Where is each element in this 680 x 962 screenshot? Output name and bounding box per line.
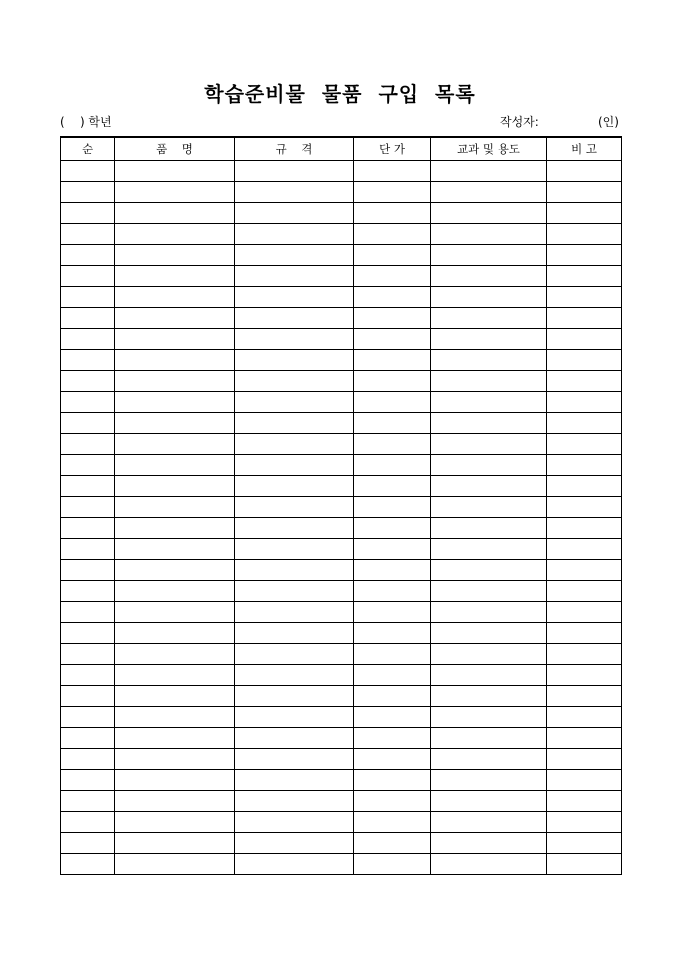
spec-cell[interactable]: [235, 329, 354, 350]
subject-usage-cell[interactable]: [431, 539, 547, 560]
table-row: [61, 308, 622, 329]
unit-price-cell[interactable]: [354, 371, 431, 392]
subject-usage-cell[interactable]: [431, 707, 547, 728]
item-name-cell[interactable]: [115, 833, 235, 854]
number-cell[interactable]: [61, 770, 115, 791]
number-cell[interactable]: [61, 392, 115, 413]
unit-price-cell[interactable]: [354, 539, 431, 560]
subject-usage-cell[interactable]: [431, 749, 547, 770]
subject-usage-cell[interactable]: [431, 791, 547, 812]
subject-usage-cell[interactable]: [431, 602, 547, 623]
table-row: [61, 203, 622, 224]
subject-usage-cell[interactable]: [431, 581, 547, 602]
number-cell[interactable]: [61, 434, 115, 455]
remarks-cell[interactable]: [547, 203, 622, 224]
author-label: 작성자:: [500, 115, 539, 129]
number-cell[interactable]: [61, 854, 115, 875]
spec-cell[interactable]: [235, 539, 354, 560]
remarks-cell[interactable]: [547, 161, 622, 182]
column-header-item-name: 품 명: [115, 137, 235, 161]
number-cell[interactable]: [61, 329, 115, 350]
number-cell[interactable]: [61, 203, 115, 224]
subject-usage-cell[interactable]: [431, 665, 547, 686]
unit-price-cell[interactable]: [354, 476, 431, 497]
spec-cell[interactable]: [235, 707, 354, 728]
remarks-cell[interactable]: [547, 644, 622, 665]
remarks-cell[interactable]: [547, 371, 622, 392]
table-row: [61, 812, 622, 833]
item-name-cell[interactable]: [115, 623, 235, 644]
number-cell[interactable]: [61, 791, 115, 812]
spec-cell[interactable]: [235, 749, 354, 770]
subject-usage-cell[interactable]: [431, 434, 547, 455]
grade-label: ( ) 학년: [60, 115, 112, 129]
remarks-cell[interactable]: [547, 686, 622, 707]
number-cell[interactable]: [61, 560, 115, 581]
spec-cell[interactable]: [235, 287, 354, 308]
unit-price-cell[interactable]: [354, 791, 431, 812]
table-row: [61, 455, 622, 476]
item-name-cell[interactable]: [115, 749, 235, 770]
spec-cell[interactable]: [235, 434, 354, 455]
subject-usage-cell[interactable]: [431, 161, 547, 182]
table-row: [61, 623, 622, 644]
remarks-cell[interactable]: [547, 476, 622, 497]
number-cell[interactable]: [61, 245, 115, 266]
table-row: [61, 287, 622, 308]
item-name-cell[interactable]: [115, 287, 235, 308]
item-name-cell[interactable]: [115, 497, 235, 518]
unit-price-cell[interactable]: [354, 644, 431, 665]
item-name-cell[interactable]: [115, 308, 235, 329]
item-name-cell[interactable]: [115, 329, 235, 350]
item-name-cell[interactable]: [115, 161, 235, 182]
number-cell[interactable]: [61, 686, 115, 707]
table-row: [61, 476, 622, 497]
item-name-cell[interactable]: [115, 518, 235, 539]
spec-cell[interactable]: [235, 455, 354, 476]
table-row: [61, 329, 622, 350]
table-row: [61, 686, 622, 707]
item-name-cell[interactable]: [115, 266, 235, 287]
item-name-cell[interactable]: [115, 434, 235, 455]
item-name-cell[interactable]: [115, 203, 235, 224]
table-row: [61, 350, 622, 371]
spec-cell[interactable]: [235, 371, 354, 392]
unit-price-cell[interactable]: [354, 770, 431, 791]
number-cell[interactable]: [61, 308, 115, 329]
unit-price-cell[interactable]: [354, 266, 431, 287]
spec-cell[interactable]: [235, 581, 354, 602]
spec-cell[interactable]: [235, 770, 354, 791]
item-name-cell[interactable]: [115, 581, 235, 602]
item-name-cell[interactable]: [115, 644, 235, 665]
unit-price-cell[interactable]: [354, 350, 431, 371]
unit-price-cell[interactable]: [354, 455, 431, 476]
remarks-cell[interactable]: [547, 518, 622, 539]
subject-usage-cell[interactable]: [431, 560, 547, 581]
table-row: [61, 749, 622, 770]
remarks-cell[interactable]: [547, 392, 622, 413]
unit-price-cell[interactable]: [354, 308, 431, 329]
subject-usage-cell[interactable]: [431, 476, 547, 497]
table-row: [61, 266, 622, 287]
item-name-cell[interactable]: [115, 224, 235, 245]
unit-price-cell[interactable]: [354, 329, 431, 350]
remarks-cell[interactable]: [547, 329, 622, 350]
subject-usage-cell[interactable]: [431, 497, 547, 518]
column-header-unit-price: 단 가: [354, 137, 431, 161]
item-name-cell[interactable]: [115, 728, 235, 749]
remarks-cell[interactable]: [547, 560, 622, 581]
number-cell[interactable]: [61, 707, 115, 728]
column-header-remarks: 비 고: [547, 137, 622, 161]
spec-cell[interactable]: [235, 392, 354, 413]
remarks-cell[interactable]: [547, 455, 622, 476]
spec-cell[interactable]: [235, 476, 354, 497]
column-header-subject-usage: 교과 및 용도: [431, 137, 547, 161]
unit-price-cell[interactable]: [354, 707, 431, 728]
item-name-cell[interactable]: [115, 560, 235, 581]
subject-usage-cell[interactable]: [431, 287, 547, 308]
remarks-cell[interactable]: [547, 665, 622, 686]
unit-price-cell[interactable]: [354, 602, 431, 623]
number-cell[interactable]: [61, 665, 115, 686]
spec-cell[interactable]: [235, 182, 354, 203]
table-row: [61, 560, 622, 581]
table-row: [61, 497, 622, 518]
number-cell[interactable]: [61, 644, 115, 665]
remarks-cell[interactable]: [547, 350, 622, 371]
table-row: [61, 518, 622, 539]
unit-price-cell[interactable]: [354, 749, 431, 770]
table-row: [61, 539, 622, 560]
subject-usage-cell[interactable]: [431, 413, 547, 434]
subject-usage-cell[interactable]: [431, 854, 547, 875]
remarks-cell[interactable]: [547, 707, 622, 728]
unit-price-cell[interactable]: [354, 203, 431, 224]
subject-usage-cell[interactable]: [431, 518, 547, 539]
remarks-cell[interactable]: [547, 497, 622, 518]
remarks-cell[interactable]: [547, 854, 622, 875]
remarks-cell[interactable]: [547, 623, 622, 644]
remarks-cell[interactable]: [547, 287, 622, 308]
subject-usage-cell[interactable]: [431, 266, 547, 287]
unit-price-cell[interactable]: [354, 518, 431, 539]
subject-usage-cell[interactable]: [431, 350, 547, 371]
table-row: [61, 182, 622, 203]
item-name-cell[interactable]: [115, 770, 235, 791]
unit-price-cell[interactable]: [354, 224, 431, 245]
unit-price-cell[interactable]: [354, 287, 431, 308]
number-cell[interactable]: [61, 266, 115, 287]
unit-price-cell[interactable]: [354, 812, 431, 833]
purchase-list-table: [60, 136, 622, 875]
subject-usage-cell[interactable]: [431, 812, 547, 833]
unit-price-cell[interactable]: [354, 161, 431, 182]
number-cell[interactable]: [61, 413, 115, 434]
number-cell[interactable]: [61, 623, 115, 644]
spec-cell[interactable]: [235, 203, 354, 224]
table-row: [61, 854, 622, 875]
item-name-cell[interactable]: [115, 854, 235, 875]
spec-cell[interactable]: [235, 518, 354, 539]
number-cell[interactable]: [61, 350, 115, 371]
item-name-cell[interactable]: [115, 686, 235, 707]
number-cell[interactable]: [61, 476, 115, 497]
seal-label: (인): [598, 115, 619, 129]
number-cell[interactable]: [61, 539, 115, 560]
spec-cell[interactable]: [235, 497, 354, 518]
table-row: [61, 707, 622, 728]
table-header-row: [61, 137, 622, 161]
number-cell[interactable]: [61, 749, 115, 770]
unit-price-cell[interactable]: [354, 728, 431, 749]
subject-usage-cell[interactable]: [431, 329, 547, 350]
remarks-cell[interactable]: [547, 812, 622, 833]
column-header-number: 순: [61, 137, 115, 161]
table-row: [61, 224, 622, 245]
unit-price-cell[interactable]: [354, 434, 431, 455]
unit-price-cell[interactable]: [354, 623, 431, 644]
item-name-cell[interactable]: [115, 245, 235, 266]
unit-price-cell[interactable]: [354, 686, 431, 707]
table-row: [61, 644, 622, 665]
table-row: [61, 371, 622, 392]
item-name-cell[interactable]: [115, 182, 235, 203]
remarks-cell[interactable]: [547, 224, 622, 245]
spec-cell[interactable]: [235, 413, 354, 434]
unit-price-cell[interactable]: [354, 833, 431, 854]
item-name-cell[interactable]: [115, 812, 235, 833]
table-row: [61, 581, 622, 602]
remarks-cell[interactable]: [547, 245, 622, 266]
item-name-cell[interactable]: [115, 476, 235, 497]
spec-cell[interactable]: [235, 350, 354, 371]
spec-cell[interactable]: [235, 854, 354, 875]
remarks-cell[interactable]: [547, 308, 622, 329]
item-name-cell[interactable]: [115, 350, 235, 371]
unit-price-cell[interactable]: [354, 665, 431, 686]
subject-usage-cell[interactable]: [431, 833, 547, 854]
column-header-spec: 규 격: [235, 137, 354, 161]
subject-usage-cell[interactable]: [431, 623, 547, 644]
number-cell[interactable]: [61, 224, 115, 245]
item-name-cell[interactable]: [115, 539, 235, 560]
number-cell[interactable]: [61, 602, 115, 623]
item-name-cell[interactable]: [115, 791, 235, 812]
number-cell[interactable]: [61, 518, 115, 539]
number-cell[interactable]: [61, 161, 115, 182]
remarks-cell[interactable]: [547, 749, 622, 770]
number-cell[interactable]: [61, 455, 115, 476]
unit-price-cell[interactable]: [354, 497, 431, 518]
spec-cell[interactable]: [235, 161, 354, 182]
number-cell[interactable]: [61, 812, 115, 833]
page-title: 학습준비물 물품 구입 목록: [204, 82, 476, 106]
number-cell[interactable]: [61, 497, 115, 518]
item-name-cell[interactable]: [115, 371, 235, 392]
remarks-cell[interactable]: [547, 539, 622, 560]
spec-cell[interactable]: [235, 602, 354, 623]
item-name-cell[interactable]: [115, 707, 235, 728]
item-name-cell[interactable]: [115, 665, 235, 686]
subject-usage-cell[interactable]: [431, 245, 547, 266]
table-row: [61, 434, 622, 455]
remarks-cell[interactable]: [547, 728, 622, 749]
spec-cell[interactable]: [235, 812, 354, 833]
remarks-cell[interactable]: [547, 182, 622, 203]
spec-cell[interactable]: [235, 266, 354, 287]
unit-price-cell[interactable]: [354, 560, 431, 581]
number-cell[interactable]: [61, 182, 115, 203]
item-name-cell[interactable]: [115, 392, 235, 413]
item-name-cell[interactable]: [115, 455, 235, 476]
spec-cell[interactable]: [235, 665, 354, 686]
number-cell[interactable]: [61, 581, 115, 602]
unit-price-cell[interactable]: [354, 581, 431, 602]
spec-cell[interactable]: [235, 644, 354, 665]
subject-usage-cell[interactable]: [431, 686, 547, 707]
table-row: [61, 665, 622, 686]
remarks-cell[interactable]: [547, 791, 622, 812]
subject-usage-cell[interactable]: [431, 644, 547, 665]
subject-usage-cell[interactable]: [431, 728, 547, 749]
unit-price-cell[interactable]: [354, 245, 431, 266]
subject-usage-cell[interactable]: [431, 371, 547, 392]
spec-cell[interactable]: [235, 308, 354, 329]
number-cell[interactable]: [61, 287, 115, 308]
remarks-cell[interactable]: [547, 413, 622, 434]
subject-usage-cell[interactable]: [431, 455, 547, 476]
table-row: [61, 161, 622, 182]
unit-price-cell[interactable]: [354, 182, 431, 203]
subject-usage-cell[interactable]: [431, 182, 547, 203]
unit-price-cell[interactable]: [354, 413, 431, 434]
remarks-cell[interactable]: [547, 266, 622, 287]
table-row: [61, 413, 622, 434]
spec-cell[interactable]: [235, 224, 354, 245]
spec-cell[interactable]: [235, 833, 354, 854]
subject-usage-cell[interactable]: [431, 203, 547, 224]
spec-cell[interactable]: [235, 686, 354, 707]
subject-usage-cell[interactable]: [431, 224, 547, 245]
number-cell[interactable]: [61, 833, 115, 854]
remarks-cell[interactable]: [547, 581, 622, 602]
unit-price-cell[interactable]: [354, 854, 431, 875]
table-row: [61, 833, 622, 854]
spec-cell[interactable]: [235, 728, 354, 749]
table-row: [61, 791, 622, 812]
remarks-cell[interactable]: [547, 434, 622, 455]
remarks-cell[interactable]: [547, 602, 622, 623]
item-name-cell[interactable]: [115, 602, 235, 623]
number-cell[interactable]: [61, 728, 115, 749]
subject-usage-cell[interactable]: [431, 770, 547, 791]
number-cell[interactable]: [61, 371, 115, 392]
table-row: [61, 245, 622, 266]
table-row: [61, 602, 622, 623]
spec-cell[interactable]: [235, 791, 354, 812]
spec-cell[interactable]: [235, 560, 354, 581]
table-row: [61, 392, 622, 413]
unit-price-cell[interactable]: [354, 392, 431, 413]
table-row: [61, 770, 622, 791]
subject-usage-cell[interactable]: [431, 308, 547, 329]
remarks-cell[interactable]: [547, 833, 622, 854]
spec-cell[interactable]: [235, 623, 354, 644]
subject-usage-cell[interactable]: [431, 392, 547, 413]
remarks-cell[interactable]: [547, 770, 622, 791]
spec-cell[interactable]: [235, 245, 354, 266]
table-row: [61, 728, 622, 749]
item-name-cell[interactable]: [115, 413, 235, 434]
